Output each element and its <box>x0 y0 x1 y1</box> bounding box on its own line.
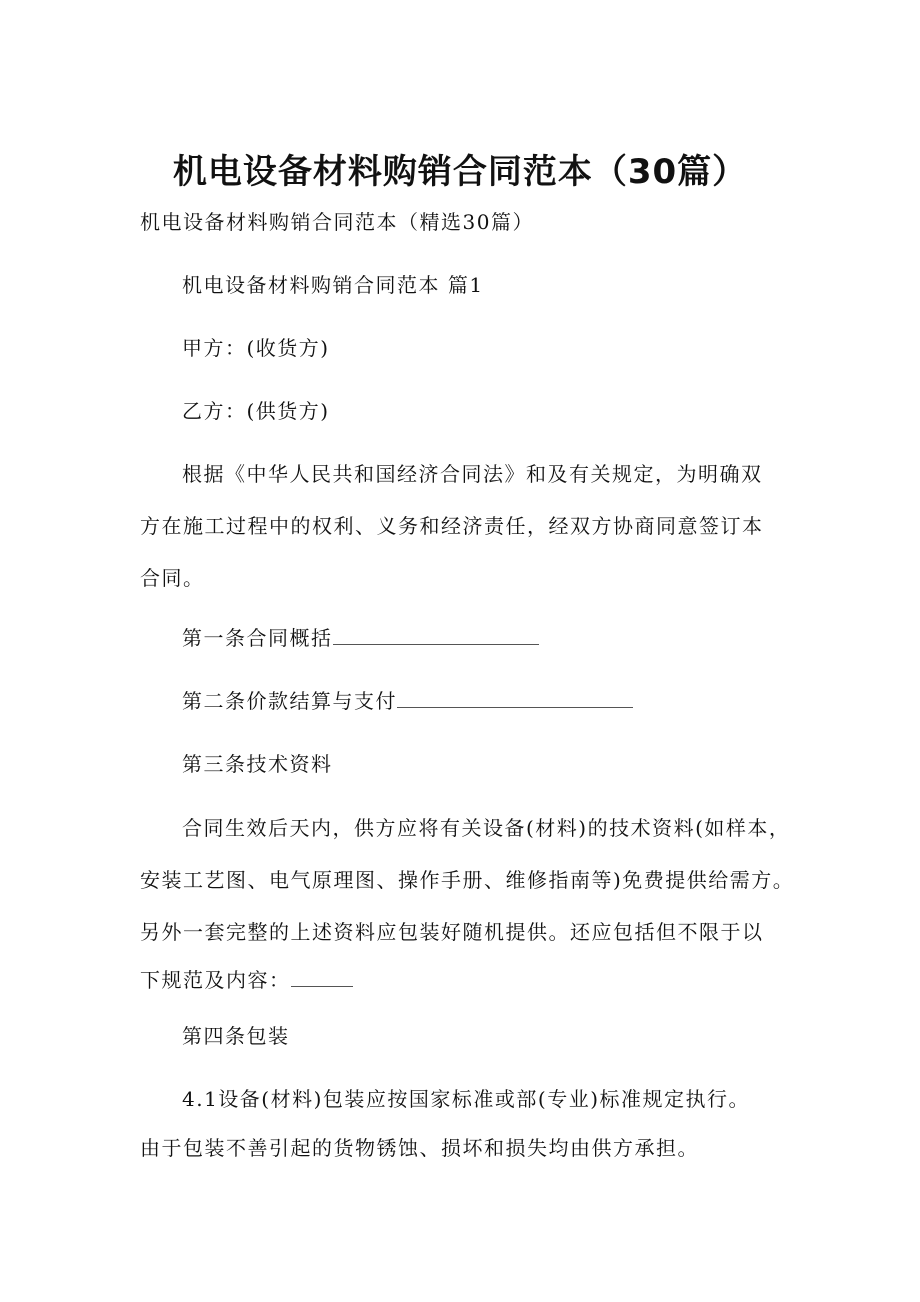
article-3-line: 下规范及内容： <box>140 968 291 992</box>
intro-line: 方在施工过程中的权利、义务和经济责任，经双方协商同意签订本 <box>140 514 764 538</box>
section-heading: 机电设备材料购销合同范本 篇1 <box>182 273 484 297</box>
article-3-line: 合同生效后天内，供方应将有关设备(材料)的技术资料(如样本， <box>182 816 791 840</box>
document-title: 机电设备材料购销合同范本（30篇） <box>172 152 748 192</box>
article-2 <box>182 688 633 714</box>
article-3: 第三条技术资料 <box>182 752 333 776</box>
party-a: 甲方：(收货方) <box>182 336 330 360</box>
intro-line: 合同。 <box>140 566 205 590</box>
intro-line: 根据《中华人民共和国经济合同法》和及有关规定，为明确双 <box>182 462 763 486</box>
document-subtitle: 机电设备材料购销合同范本（精选30篇） <box>140 210 534 234</box>
party-b: 乙方：(供货方) <box>182 399 330 423</box>
article-4: 第四条包装 <box>182 1024 290 1048</box>
article-1-label: 第一条合同概括 <box>182 626 333 650</box>
article-1 <box>182 625 539 651</box>
article-3-line: 另外一套完整的上述资料应包装好随机提供。还应包括但不限于以 <box>140 920 764 944</box>
article-2-label: 第二条价款结算与支付 <box>182 689 397 713</box>
article-4-line: 4.1设备(材料)包装应按国家标准或部(专业)标准规定执行。 <box>182 1087 751 1111</box>
article-3-line: 安装工艺图、电气原理图、操作手册、维修指南等)免费提供给需方。 <box>140 868 795 892</box>
article-4-line: 由于包装不善引起的货物锈蚀、损坏和损失均由供方承担。 <box>140 1136 699 1160</box>
article-3-blank <box>291 968 353 987</box>
article-2-blank <box>397 689 633 708</box>
article-3-last-line <box>140 967 353 993</box>
article-1-blank <box>333 626 539 645</box>
